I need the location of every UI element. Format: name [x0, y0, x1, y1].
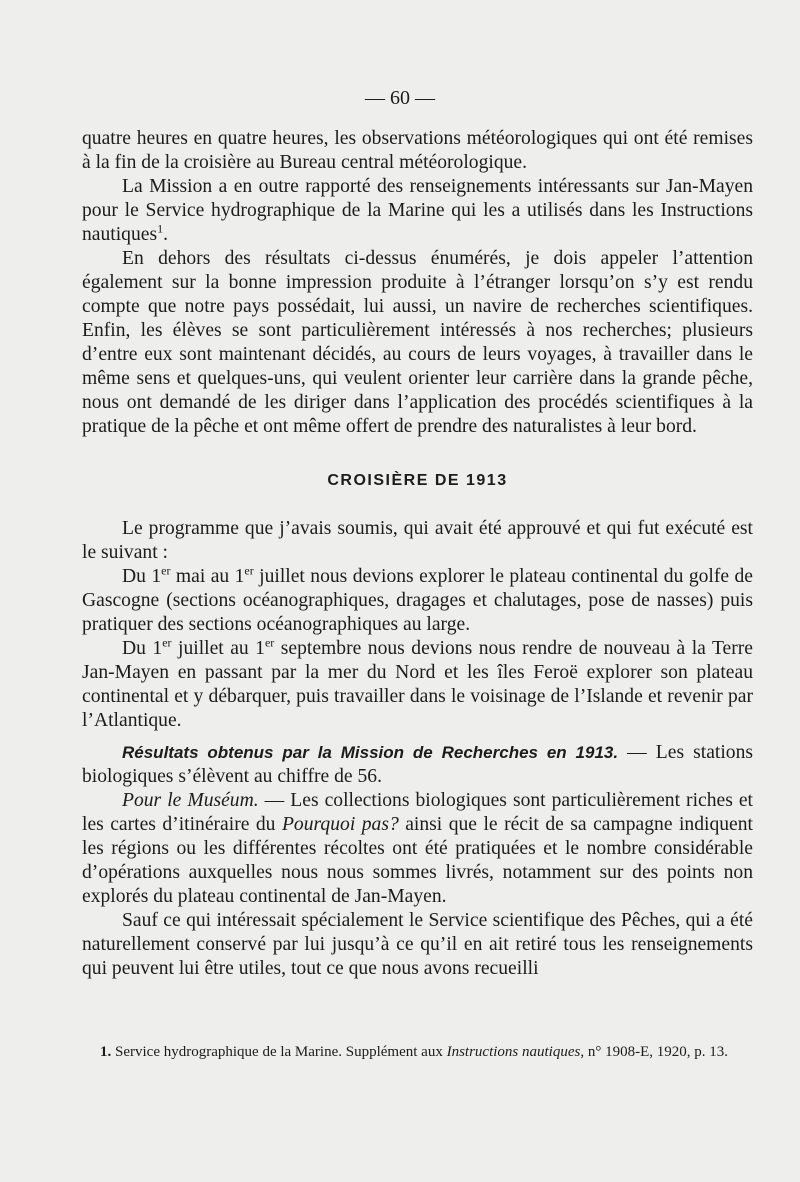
paragraph-jan-mayen-info [82, 175, 753, 247]
item1-sup2: er [244, 563, 254, 578]
item1-sup1: er [161, 563, 171, 578]
item2-pre: Du 1 [122, 638, 163, 659]
paragraph-museum [82, 789, 753, 909]
item2-sup1: er [162, 635, 172, 650]
paragraph-programme-intro: Le programme que j’avais soumis, qui avait été approuvé et qui fut exécuté est le suivant : [82, 518, 753, 563]
paragraph-results-impression: En dehors des résultats ci-dessus énumérés, je dois appeler l’attention également sur la bonne impression produite à l’étranger lorsqu’on s’y est rendu compte que notre pays possédait, lui aussi, un navire de recherches scientifiques. Enfin, les élèves se sont particulièrement intéressés à nos recherches; plusieurs d’entre eux sont maintenant décidés, au cours de leurs voyages, à travailler dans le même sens et quelques-uns, qui veulent orienter leur carrière dans la grande pêche, nous ont demandé de les diriger dans l’application des procédés scientifiques à la pratique de la pêche et ont même offert de prendre des naturalistes à leur bord. [82, 248, 753, 437]
paragraph-programme-item-2 [82, 637, 753, 733]
results-text: — Les stations biologiques s’élèvent au chiffre de 56. [82, 742, 753, 787]
item2-mid: juillet au 1 [171, 638, 265, 659]
item2-sup2: er [264, 635, 275, 650]
section-heading: CROISIÈRE DE 1913 [327, 472, 508, 489]
item1-pre: Du 1 [122, 566, 162, 587]
footnote-text-1: Service hydrographique de la Marine. Supplément aux [111, 1044, 447, 1060]
item1-mid: mai au 1 [170, 566, 245, 587]
paragraph-jan-mayen-end: . [163, 224, 168, 245]
footnote-reference: 1 [157, 221, 164, 236]
results-title: Résultats obtenus par la Mission de Recherches en 1913. [122, 743, 619, 762]
paragraph-programme-item-1 [82, 565, 753, 637]
museum-text-1: — Les collections biologiques sont particulièrement riches et les cartes d’itinéraire du [82, 790, 753, 835]
footnote-text-2: , n° 1908-E, 1920, p. 13. [580, 1044, 728, 1060]
footnote-title: Instructions nautiques [446, 1044, 581, 1060]
footnote-number: 1. [100, 1044, 112, 1060]
museum-lead: Pour le Muséum. [122, 790, 259, 811]
footnote [100, 1043, 755, 1062]
item2-text: septembre nous devions nous rendre de nouveau à la Terre Jan-Mayen en passant par la mer du Nord et les îles Feroë explorer son plateau continental et y débarquer, puis travailler dans le voisinage de l’Islande et revenir par l’Atlantique. [82, 638, 753, 731]
paragraph-peches: Sauf ce qui intéressait spécialement le Service scientifique des Pêches, qui a été naturellement conservé par lui jusqu’à ce qu’il en ait retiré tous les renseignements qui peuvent lui être utiles, tout ce que nous avons recueilli [82, 910, 753, 979]
item1-text: juillet nous devions explorer le plateau continental du golfe de Gascogne (sections océanographiques, dragages et chalutages, pose de nasses) puis pratiquer des sections océanographiques au large. [82, 566, 753, 635]
paragraph-jan-mayen-text: La Mission a en outre rapporté des renseignements intéressants sur Jan-Mayen pour le Service hydrographique de la Marine qui les a utilisés dans les Instructions nautiques [82, 176, 753, 245]
paragraph-results-1913 [82, 741, 753, 789]
museum-text-2: ainsi que le récit de sa campagne indiquent les régions ou les différentes récoltes ont été pratiquées et le nombre considérable d’opérations auxquelles nous nous sommes livrés, notamment sur des points non explorés du plateau continental de Jan-Mayen. [82, 814, 753, 907]
body-text [82, 127, 753, 981]
page-number: — 60 — [365, 87, 435, 109]
ship-name: Pourquoi pas? [281, 814, 399, 835]
paragraph-observations: quatre heures en quatre heures, les observations météorologiques qui ont été remises à la fin de la croisière au Bureau central météorologique. [82, 128, 753, 173]
